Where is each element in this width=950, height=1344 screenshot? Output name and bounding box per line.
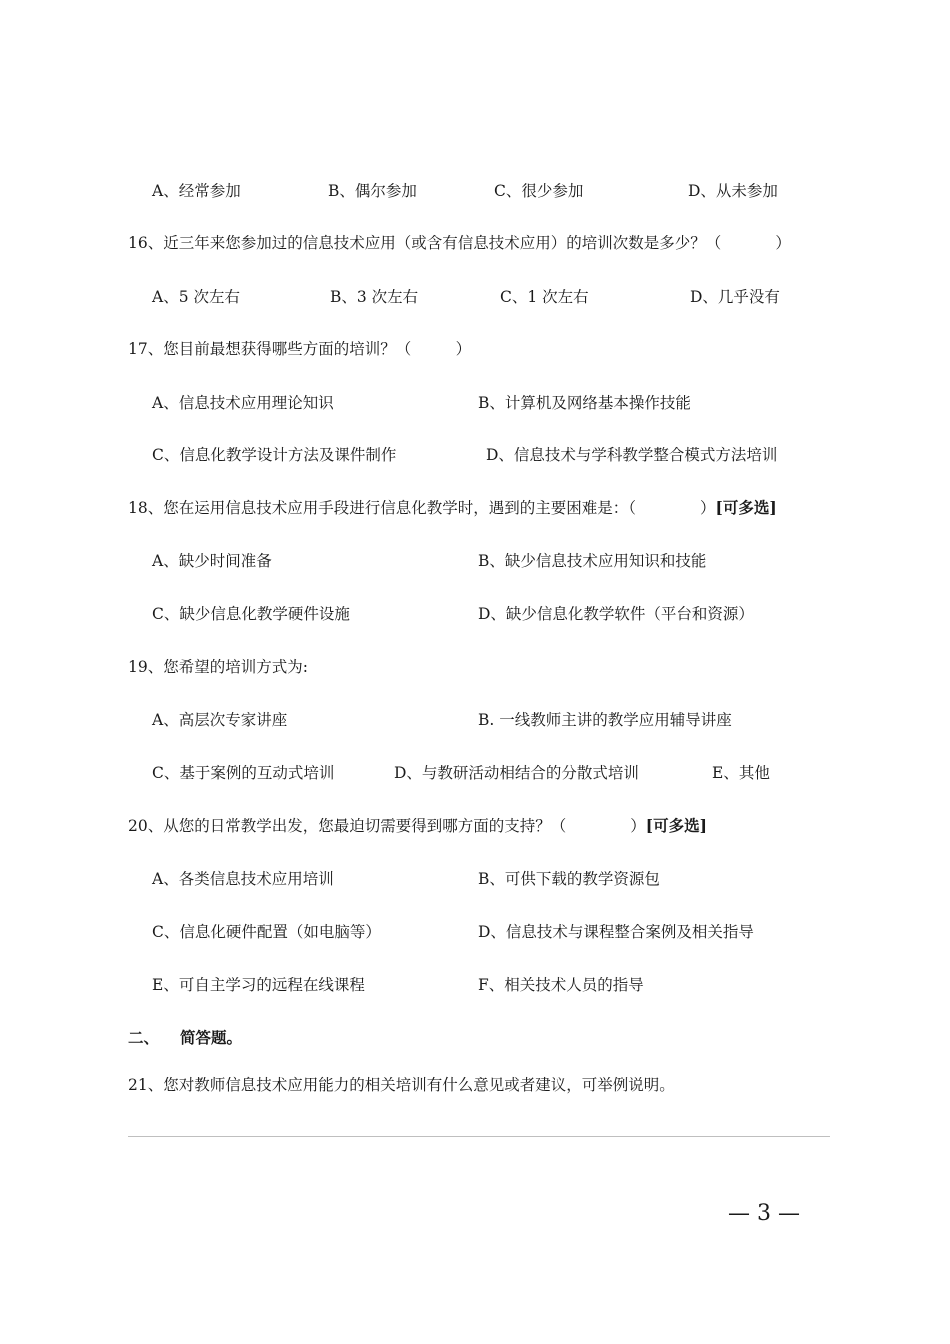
q16-option-d: D、几乎没有 bbox=[690, 288, 780, 306]
q15-option-a: A、经常参加 bbox=[152, 182, 241, 200]
question-21: 21、您对教师信息技术应用能力的相关培训有什么意见或者建议，可举例说明。 bbox=[128, 1076, 675, 1094]
question-18-tag: [可多选] bbox=[715, 498, 777, 517]
q20-option-d: D、信息技术与课程整合案例及相关指导 bbox=[478, 923, 754, 941]
q15-option-b: B、偶尔参加 bbox=[328, 182, 417, 200]
q17-option-b: B、计算机及网络基本操作技能 bbox=[478, 394, 691, 412]
q18-option-d: D、缺少信息化教学软件（平台和资源） bbox=[478, 605, 754, 623]
question-18 bbox=[128, 497, 777, 519]
question-18-text: 18、您在运用信息技术应用手段进行信息化教学时，遇到的主要困难是：（ ） bbox=[128, 499, 716, 517]
q20-option-a: A、各类信息技术应用培训 bbox=[152, 870, 334, 888]
q19-option-c: C、基于案例的互动式培训 bbox=[152, 764, 335, 782]
q16-option-b: B、3 次左右 bbox=[330, 288, 419, 306]
question-20-text: 20、从您的日常教学出发，您最迫切需要得到哪方面的支持？（ ） bbox=[128, 817, 646, 835]
q18-option-c: C、缺少信息化教学硬件设施 bbox=[152, 605, 350, 623]
q20-option-c: C、信息化硬件配置（如电脑等） bbox=[152, 923, 381, 941]
q20-option-b: B、可供下载的教学资源包 bbox=[478, 870, 660, 888]
question-20 bbox=[128, 815, 707, 837]
q19-option-a: A、高层次专家讲座 bbox=[152, 711, 288, 729]
section-2-title: 简答题。 bbox=[180, 1028, 243, 1047]
q18-option-b: B、缺少信息技术应用知识和技能 bbox=[478, 552, 707, 570]
q15-option-d: D、从未参加 bbox=[688, 182, 778, 200]
q20-option-e: E、可自主学习的远程在线课程 bbox=[152, 976, 365, 994]
question-17: 17、您目前最想获得哪些方面的培训？（ ） bbox=[128, 340, 472, 358]
q17-option-d: D、信息技术与学科教学整合模式方法培训 bbox=[486, 446, 778, 464]
q19-option-e: E、其他 bbox=[712, 764, 770, 782]
q16-option-c: C、1 次左右 bbox=[500, 288, 589, 306]
q19-option-b: B. 一线教师主讲的教学应用辅导讲座 bbox=[478, 711, 732, 729]
q17-option-c: C、信息化教学设计方法及课件制作 bbox=[152, 446, 397, 464]
section-2-number: 二、 bbox=[128, 1028, 160, 1047]
answer-line bbox=[128, 1136, 830, 1137]
q20-option-f: F、相关技术人员的指导 bbox=[478, 976, 644, 994]
q17-option-a: A、信息技术应用理论知识 bbox=[152, 394, 334, 412]
page-number: — 3 — bbox=[728, 1201, 800, 1226]
question-16: 16、近三年来您参加过的信息技术应用（或含有信息技术应用）的培训次数是多少？（ ） bbox=[128, 234, 791, 252]
q18-option-a: A、缺少时间准备 bbox=[152, 552, 272, 570]
question-19: 19、您希望的培训方式为: bbox=[128, 658, 308, 676]
q16-option-a: A、5 次左右 bbox=[152, 288, 240, 306]
question-20-tag: [可多选] bbox=[645, 816, 707, 835]
q15-option-c: C、很少参加 bbox=[494, 182, 584, 200]
q19-option-d: D、与教研活动相结合的分散式培训 bbox=[394, 764, 639, 782]
